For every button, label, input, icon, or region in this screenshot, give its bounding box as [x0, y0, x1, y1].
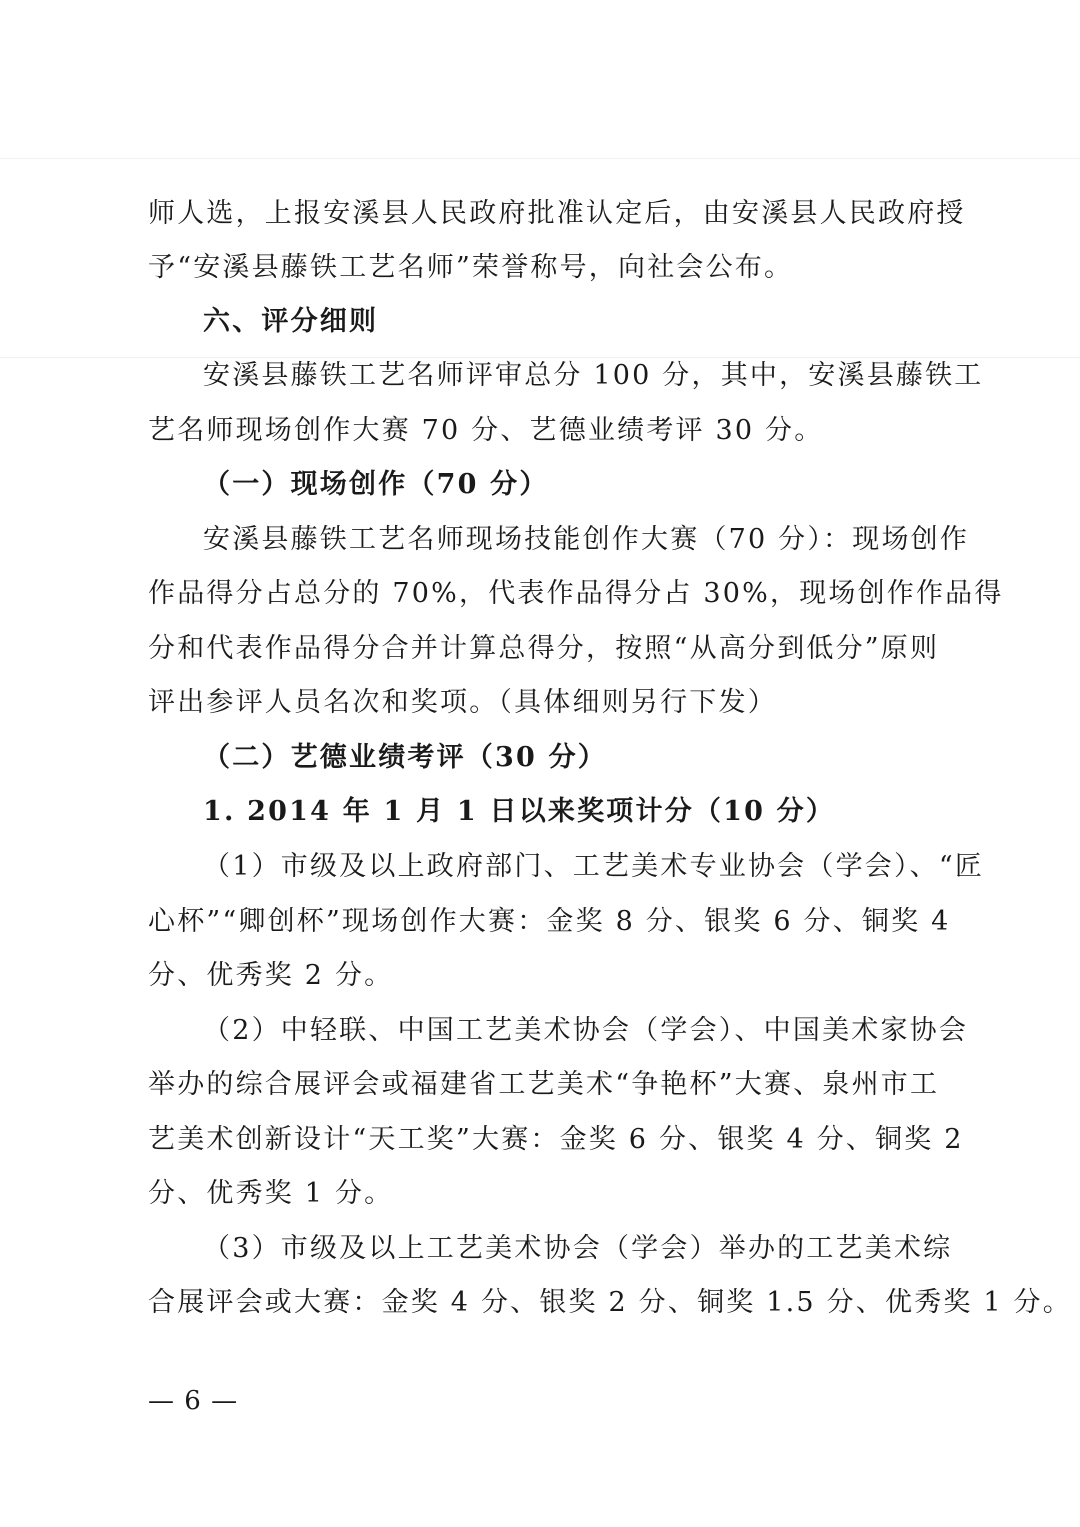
paragraph-line: 分、优秀奖 2 分。 [148, 960, 394, 991]
paragraph-line: 分和代表作品得分合并计算总得分，按照“从高分到低分”原则 [148, 633, 940, 664]
subsection-heading: （一）现场创作（70 分） [203, 469, 549, 500]
paragraph-line: 艺名师现场创作大赛 70 分、艺德业绩考评 30 分。 [148, 415, 824, 446]
paragraph-line: （1）市级及以上政府部门、工艺美术专业协会（学会）、“匠 [203, 851, 985, 882]
paragraph-line: 作品得分占总分的 70%，代表作品得分占 30%，现场创作作品得 [148, 578, 1004, 609]
paragraph-line: 予“安溪县藤铁工艺名师”荣誉称号，向社会公布。 [148, 252, 794, 283]
paragraph-line: 艺美术创新设计“天工奖”大赛：金奖 6 分、银奖 4 分、铜奖 2 [148, 1124, 964, 1155]
item-heading: 1. 2014 年 1 月 1 日以来奖项计分（10 分） [203, 796, 836, 827]
paragraph-line: 安溪县藤铁工艺名师评审总分 100 分，其中，安溪县藤铁工 [203, 360, 984, 391]
paragraph-line: 分、优秀奖 1 分。 [148, 1178, 394, 1209]
paragraph-line: 举办的综合展评会或福建省工艺美术“争艳杯”大赛、泉州市工 [148, 1069, 940, 1100]
paragraph-line: 心杯”“卿创杯”现场创作大赛：金奖 8 分、银奖 6 分、铜奖 4 [148, 906, 951, 937]
paragraph-line: （3）市级及以上工艺美术协会（学会）举办的工艺美术综 [203, 1233, 953, 1264]
scan-artifact-line [0, 158, 1080, 159]
page-number: — 6 — [148, 1386, 239, 1416]
paragraph-line: 评出参评人员名次和奖项。（具体细则另行下发） [148, 687, 777, 718]
paragraph-line: 师人选，上报安溪县人民政府批准认定后，由安溪县人民政府授 [148, 198, 966, 229]
paragraph-line: （2）中轻联、中国工艺美术协会（学会）、中国美术家协会 [203, 1015, 969, 1046]
paragraph-line: 安溪县藤铁工艺名师现场技能创作大赛（70 分）：现场创作 [203, 524, 970, 555]
paragraph-line: 合展评会或大赛：金奖 4 分、银奖 2 分、铜奖 1.5 分、优秀奖 1 分。 [148, 1287, 1072, 1318]
subsection-heading: （二）艺德业绩考评（30 分） [203, 742, 607, 773]
section-heading: 六、评分细则 [203, 306, 379, 337]
